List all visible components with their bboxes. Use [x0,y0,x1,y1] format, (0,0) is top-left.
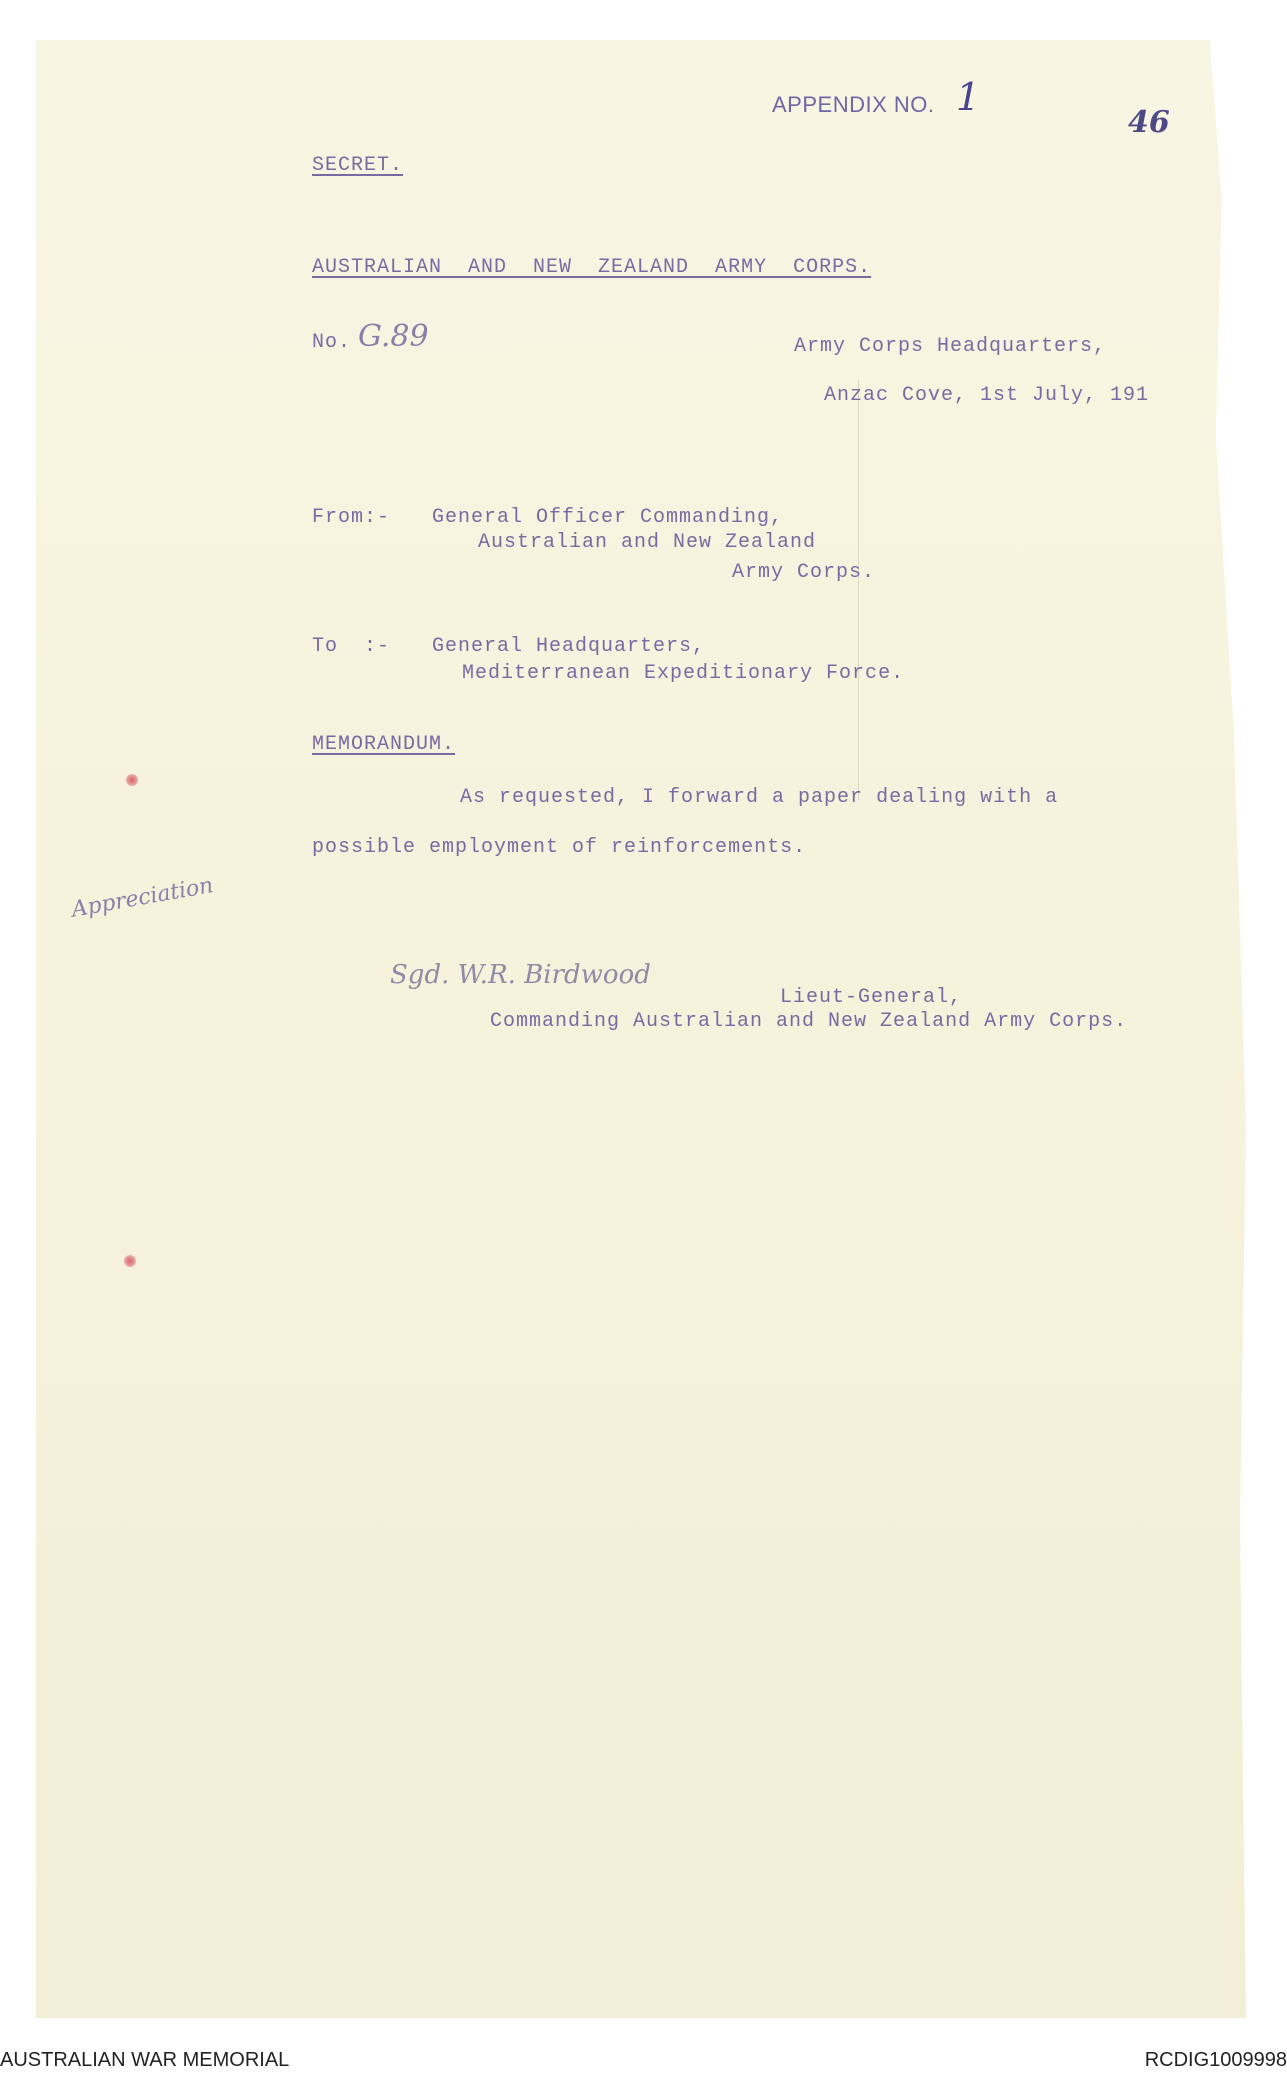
memorandum-heading: MEMORANDUM. [312,733,456,756]
paper-crease [858,380,859,800]
from-line-3: Army Corps. [732,561,876,584]
to-line-1: General Headquarters, [432,635,706,658]
page-number: 46 [1128,105,1170,140]
to-label: To :- [312,635,391,658]
pin-hole-bottom [124,1255,136,1267]
footer-right-id: RCDIG1009998 [1144,2049,1287,2071]
body-line-2: possible employment of reinforcements. [312,836,807,859]
from-label: From:- [312,506,391,529]
classification-heading: SECRET. [312,154,404,177]
footer-left-credit: AUSTRALIAN WAR MEMORIAL [0,2049,290,2071]
appendix-number: 1 [956,75,981,119]
pin-hole-top [126,774,138,786]
location-line-1: Army Corps Headquarters, [794,335,1107,358]
from-line-2: Australian and New Zealand [478,531,817,554]
reference-prefix: No. [312,331,352,354]
appendix-stamp: APPENDIX NO. [772,92,935,117]
location-line-2: Anzac Cove, 1st July, 191 [824,384,1150,407]
to-line-2: Mediterranean Expeditionary Force. [462,662,905,685]
body-line-1: As requested, I forward a paper dealing with a [460,786,1059,809]
from-line-1: General Officer Commanding, [432,506,784,529]
signature-rank: Lieut-General, [780,986,963,1009]
handwritten-signature: Sgd. W.R. Birdwood [390,960,651,990]
corps-heading: AUSTRALIAN AND NEW ZEALAND ARMY CORPS. [312,256,872,279]
signature-title: Commanding Australian and New Zealand Army Corps. [490,1010,1128,1033]
margin-note: Appreciation [69,873,216,923]
reference-number: G.89 [358,319,429,354]
